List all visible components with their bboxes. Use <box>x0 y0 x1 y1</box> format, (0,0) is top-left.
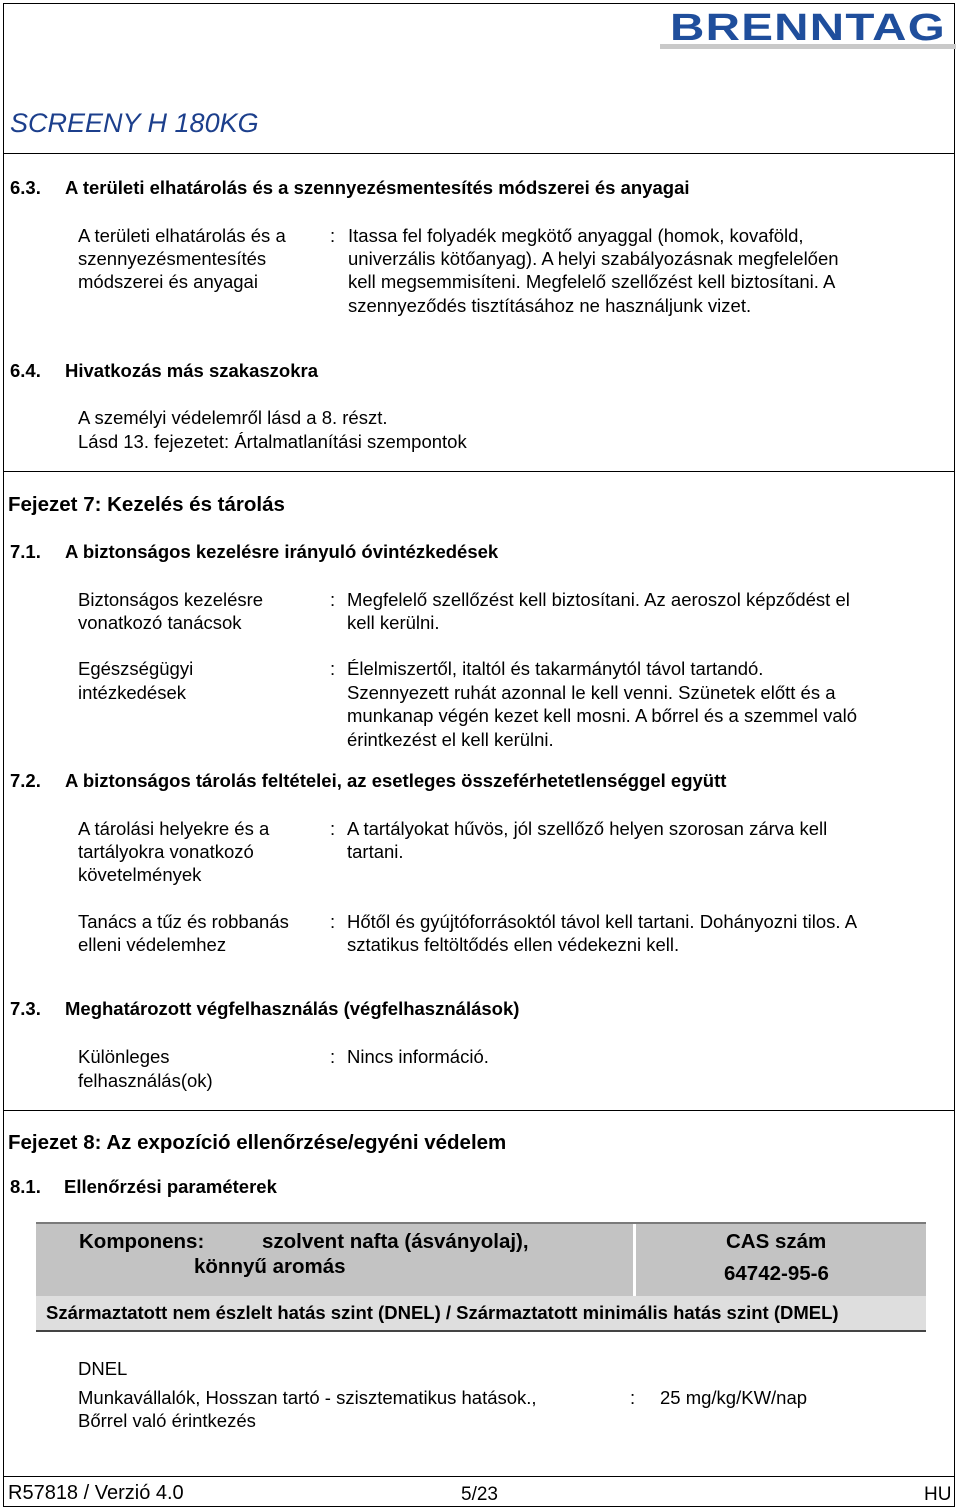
footer-rule <box>3 1476 955 1477</box>
cas-value: 64742-95-6 <box>724 1262 829 1285</box>
footer-language: HU <box>924 1484 952 1505</box>
text-line: Lásd 13. fejezetet: Ártalmatlanítási szempontok <box>78 431 467 452</box>
field-value-line: érintkezést el kell kerülni. <box>347 729 554 750</box>
field-label-line: Egészségügyi <box>78 658 194 679</box>
dnel-desc-line: Bőrrel való érintkezés <box>78 1410 256 1431</box>
field-value-line: kell megsemmisíteni. Megfelelő szellőzést kell biztosítani. A <box>348 271 836 292</box>
chapter-title: Fejezet 8: Az expozíció ellenőrzése/egyéni védelem <box>8 1131 507 1154</box>
section-title: A biztonságos kezelésre irányuló óvintézkedések <box>65 541 499 562</box>
section-number: 8.1. <box>10 1176 41 1197</box>
section-number: 6.3. <box>10 177 41 198</box>
field-colon: : <box>330 911 336 932</box>
field-value-line: sztatikus feltöltődés ellen védekezni kell. <box>347 934 680 955</box>
title-rule <box>3 153 955 154</box>
dnel-label: DNEL <box>78 1358 128 1379</box>
section-title: A területi elhatárolás és a szennyezésmentesítés módszerei és anyagai <box>65 177 690 198</box>
field-value-line: tartani. <box>347 841 404 862</box>
document-title: SCREENY H 180KG <box>10 108 259 138</box>
field-label-line: A területi elhatárolás és a <box>78 225 286 246</box>
brenntag-logo <box>660 2 956 56</box>
dnel-header-text: Származtatott nem észlelt hatás szint (DNEL) / Származtatott minimális hatás szint (DMEL) <box>46 1302 839 1323</box>
cas-label: CAS szám <box>726 1230 827 1253</box>
component-label: Komponens: <box>79 1230 205 1253</box>
component-name-line: szolvent nafta (ásványolaj), <box>262 1230 529 1253</box>
field-value-line: kell kerülni. <box>347 612 440 633</box>
dnel-value: 25 mg/kg/KW/nap <box>660 1387 808 1408</box>
dnel-desc-line: Munkavállalók, Hosszan tartó - szisztematikus hatások., <box>78 1387 537 1408</box>
field-label-line: követelmények <box>78 864 202 885</box>
field-label-line: módszerei és anyagai <box>78 271 258 292</box>
field-value-line: A tartályokat hűvös, jól szellőző helyen szorosan zárva kell <box>347 818 828 839</box>
section-number: 7.1. <box>10 541 41 562</box>
column-separator <box>633 1224 636 1296</box>
dnel-header <box>36 1296 926 1332</box>
field-colon: : <box>330 225 336 246</box>
text-line: A személyi védelemről lásd a 8. részt. <box>78 407 388 428</box>
section-rule <box>3 1110 955 1111</box>
section-number: 6.4. <box>10 360 41 381</box>
field-colon: : <box>330 1046 336 1067</box>
field-value-line: szennyeződés tisztításához ne használjunk vizet. <box>348 295 752 316</box>
field-value-line: Szennyezett ruhát azonnal le kell venni. Szünetek előtt és a <box>347 682 836 703</box>
field-value-line: Élelmiszertől, italtól és takarmánytól távol tartandó. <box>347 658 764 679</box>
section-title: Hivatkozás más szakaszokra <box>65 360 318 381</box>
field-label-line: Tanács a tűz és robbanás <box>78 911 289 932</box>
section-title: A biztonságos tárolás feltételei, az esetleges összeférhetetlenséggel együtt <box>65 770 727 791</box>
dnel-colon: : <box>630 1387 636 1408</box>
section-number: 7.2. <box>10 770 41 791</box>
field-label-line: Különleges <box>78 1046 170 1067</box>
field-value-line: Hőtől és gyújtóforrásoktól távol kell tartani. Dohányozni tilos. A <box>347 911 858 932</box>
section-rule <box>3 471 955 472</box>
field-colon: : <box>330 658 336 679</box>
field-label-line: Biztonságos kezelésre <box>78 589 264 610</box>
field-value-line: munkanap végén kezet kell mosni. A bőrrel és a szemmel való <box>347 705 858 726</box>
footer-page-number: 5/23 <box>461 1484 498 1505</box>
field-value-line: Itassa fel folyadék megkötő anyaggal (homok, kovaföld, <box>348 225 804 246</box>
field-label-line: vonatkozó tanácsok <box>78 612 242 633</box>
component-name-line: könnyű aromás <box>194 1255 346 1278</box>
field-colon: : <box>330 818 336 839</box>
svg-text:BRENNTAG: BRENNTAG <box>670 7 946 49</box>
chapter-title: Fejezet 7: Kezelés és tárolás <box>8 493 285 516</box>
field-label-line: tartályokra vonatkozó <box>78 841 254 862</box>
section-title: Ellenőrzési paraméterek <box>64 1176 277 1197</box>
field-label-line: A tárolási helyekre és a <box>78 818 270 839</box>
field-colon: : <box>330 589 336 610</box>
field-value: Nincs információ. <box>347 1046 489 1067</box>
section-number: 7.3. <box>10 998 41 1019</box>
field-label-line: felhasználás(ok) <box>78 1070 213 1091</box>
field-label-line: szennyezésmentesítés <box>78 248 267 269</box>
field-value-line: univerzális kötőanyag). A helyi szabályozásnak megfelelően <box>348 248 839 269</box>
field-value-line: Megfelelő szellőzést kell biztosítani. Az aeroszol képződést el <box>347 589 850 610</box>
section-title: Meghatározott végfelhasználás (végfelhasználások) <box>65 998 520 1019</box>
field-label-line: elleni védelemhez <box>78 934 227 955</box>
field-label-line: intézkedések <box>78 682 186 703</box>
footer-doc-id: R57818 / Verzió 4.0 <box>8 1482 184 1504</box>
